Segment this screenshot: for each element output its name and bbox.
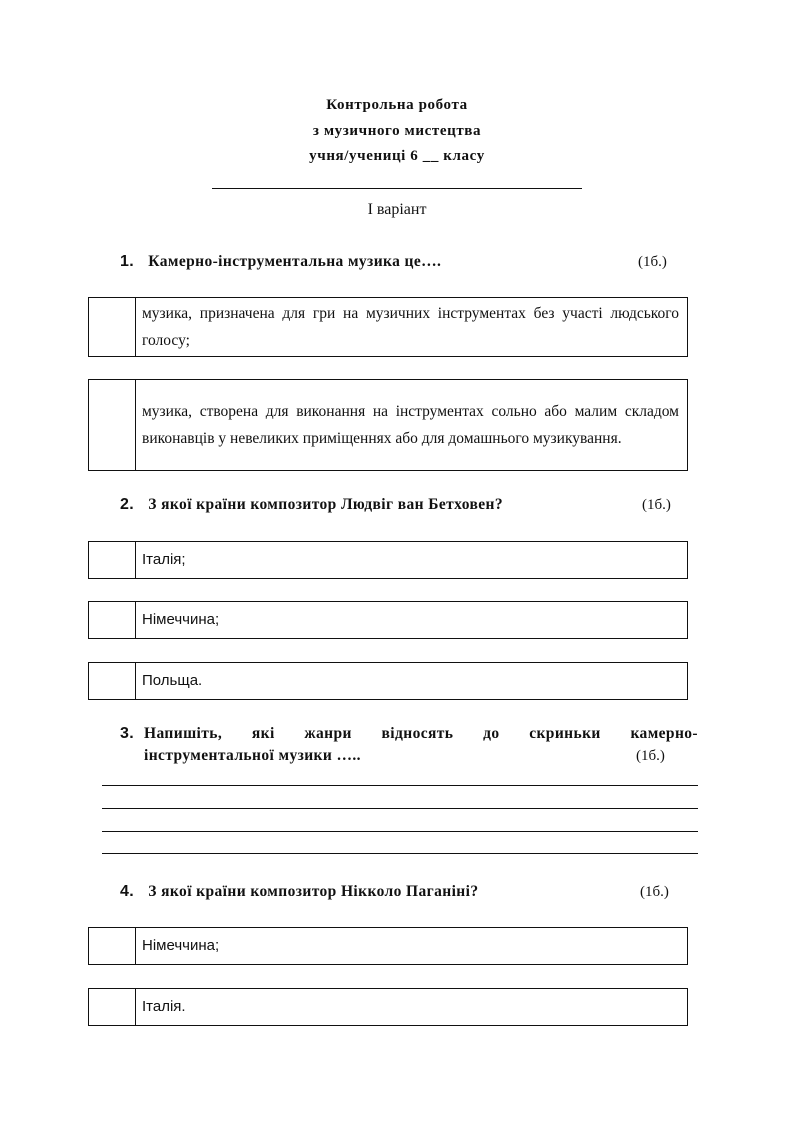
answer-text: музика, створена для виконання на інструментах сольно або малим складом виконавців у невеликих приміщеннях або для домашнього музикування. — [142, 402, 679, 447]
question-3-number: 3. — [120, 725, 135, 742]
question-3-text-line-1: Напишіть, які жанри відносять до скриньки камерно- — [144, 725, 698, 742]
question-4-answer-1[interactable] — [88, 927, 688, 965]
question-4 — [120, 883, 698, 901]
answer-text: Італія. — [142, 998, 186, 1015]
answer-checkbox[interactable] — [89, 542, 136, 578]
answer-checkbox[interactable] — [89, 380, 136, 470]
question-3 — [120, 725, 698, 743]
question-1-answer-1[interactable] — [88, 297, 688, 357]
answer-checkbox[interactable] — [89, 663, 136, 699]
question-2-points: (1б.) — [642, 497, 671, 513]
answer-checkbox[interactable] — [89, 602, 136, 638]
question-4-number: 4. — [120, 883, 135, 900]
title-line-2: з музичного мистецтва — [312, 123, 482, 139]
answer-write-line[interactable] — [102, 808, 698, 809]
answer-text: музика, призначена для гри на музичних інструментах без участі людського голосу; — [142, 304, 679, 349]
answer-text: Німеччина; — [142, 611, 220, 628]
question-1-answer-2[interactable] — [88, 379, 688, 471]
question-2-answer-3[interactable] — [88, 662, 688, 700]
answer-text: Німеччина; — [142, 937, 220, 954]
answer-text: Польща. — [142, 672, 203, 689]
answer-text: Італія; — [142, 551, 186, 568]
question-2-answer-1[interactable] — [88, 541, 688, 579]
answer-write-line[interactable] — [102, 831, 698, 832]
question-4-text: З якої країни композитор Нікколо Паганіні? — [148, 883, 479, 900]
question-2-answer-2[interactable] — [88, 601, 688, 639]
answer-checkbox[interactable] — [89, 989, 136, 1025]
answer-write-line[interactable] — [102, 853, 698, 854]
question-1-points: (1б.) — [638, 254, 667, 270]
question-2 — [120, 496, 698, 514]
answer-checkbox[interactable] — [89, 928, 136, 964]
answer-checkbox[interactable] — [89, 298, 136, 356]
question-1-text: Камерно-інструментальна музика це…. — [148, 253, 442, 270]
question-1 — [120, 253, 698, 271]
student-name-line[interactable] — [212, 188, 582, 189]
answer-write-line[interactable] — [102, 785, 698, 786]
question-1-number: 1. — [120, 253, 135, 270]
question-3-text-line-2: інструментальної музики ….. — [144, 747, 361, 764]
title-line-3: учня/учениці 6 __ класу — [309, 148, 485, 164]
title-line-1: Контрольна робота — [326, 97, 468, 113]
question-4-answer-2[interactable] — [88, 988, 688, 1026]
question-2-text: З якої країни композитор Людвіг ван Бетховен? — [148, 496, 504, 513]
variant-label: І варіант — [367, 201, 427, 218]
question-3-points: (1б.) — [636, 748, 665, 764]
question-4-points: (1б.) — [640, 884, 669, 900]
question-2-number: 2. — [120, 496, 135, 513]
